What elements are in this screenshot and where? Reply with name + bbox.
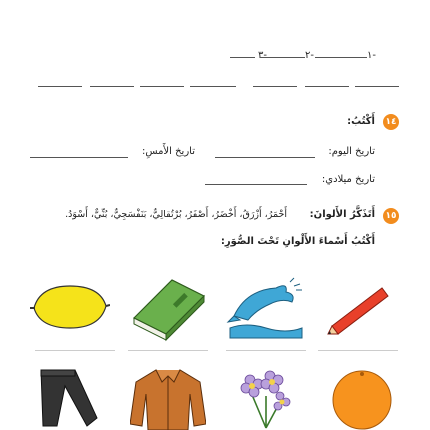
picture-answer-blank[interactable] bbox=[226, 350, 306, 351]
item-number-2: ٢- bbox=[305, 50, 314, 61]
exercise-title: أَتَذَكَّرُ الأَلوانَ: bbox=[309, 209, 375, 220]
colors-list: أَحْمَرُ، أَزْرَقُ، أَخْضَرُ، أَصْفَرُ، بُرْتُقالِيٌّ، بَنَفْسَجِيٌّ، بُنِّيٌّ، أَسْوَدُ. bbox=[65, 209, 287, 220]
picture-answer-blank[interactable] bbox=[318, 350, 398, 351]
picture-answer-blank[interactable] bbox=[35, 350, 115, 351]
pencil-icon bbox=[326, 280, 396, 336]
blank-r2-5[interactable] bbox=[253, 86, 297, 87]
blank-3a[interactable] bbox=[230, 57, 255, 58]
orange-icon bbox=[330, 366, 394, 430]
item-number-3: ٣- bbox=[258, 50, 267, 61]
lemon-icon bbox=[30, 276, 110, 336]
today-date-label: تاريخ اليوم: bbox=[328, 146, 375, 157]
item-number-1: ١- bbox=[367, 50, 376, 61]
blank-r2-1[interactable] bbox=[38, 86, 82, 87]
exercise-number-badge: ١٤ bbox=[383, 114, 399, 130]
blank-r2-3[interactable] bbox=[140, 86, 184, 87]
exercise-title: أَكْتُبُ: bbox=[347, 116, 375, 127]
blank-r2-7[interactable] bbox=[355, 86, 399, 87]
flower-icon bbox=[236, 362, 296, 430]
blank-1[interactable] bbox=[315, 57, 367, 58]
blank-r2-4[interactable] bbox=[190, 86, 236, 87]
blank-r2-2[interactable] bbox=[90, 86, 134, 87]
birth-date-label: تاريخ ميلادي: bbox=[321, 174, 375, 185]
blank-r2-6[interactable] bbox=[305, 86, 349, 87]
trousers-icon bbox=[35, 366, 105, 430]
today-date-blank[interactable] bbox=[215, 157, 315, 158]
picture-answer-blank[interactable] bbox=[128, 350, 208, 351]
yesterday-date-label: تاريخ الأَمسِ: bbox=[141, 146, 195, 157]
exercise-number-badge: ١٥ bbox=[383, 208, 399, 224]
shirt-icon bbox=[130, 364, 206, 430]
yesterday-date-blank[interactable] bbox=[30, 157, 128, 158]
book-icon bbox=[128, 274, 208, 342]
dolphin-icon bbox=[226, 276, 306, 340]
blank-2[interactable] bbox=[260, 57, 305, 58]
birth-date-blank[interactable] bbox=[205, 184, 307, 185]
instruction-text: أَكْتُبُ أَسْماءَ الأَلْوانِ تَحْتَ الصُّوَرِ: bbox=[220, 236, 375, 247]
